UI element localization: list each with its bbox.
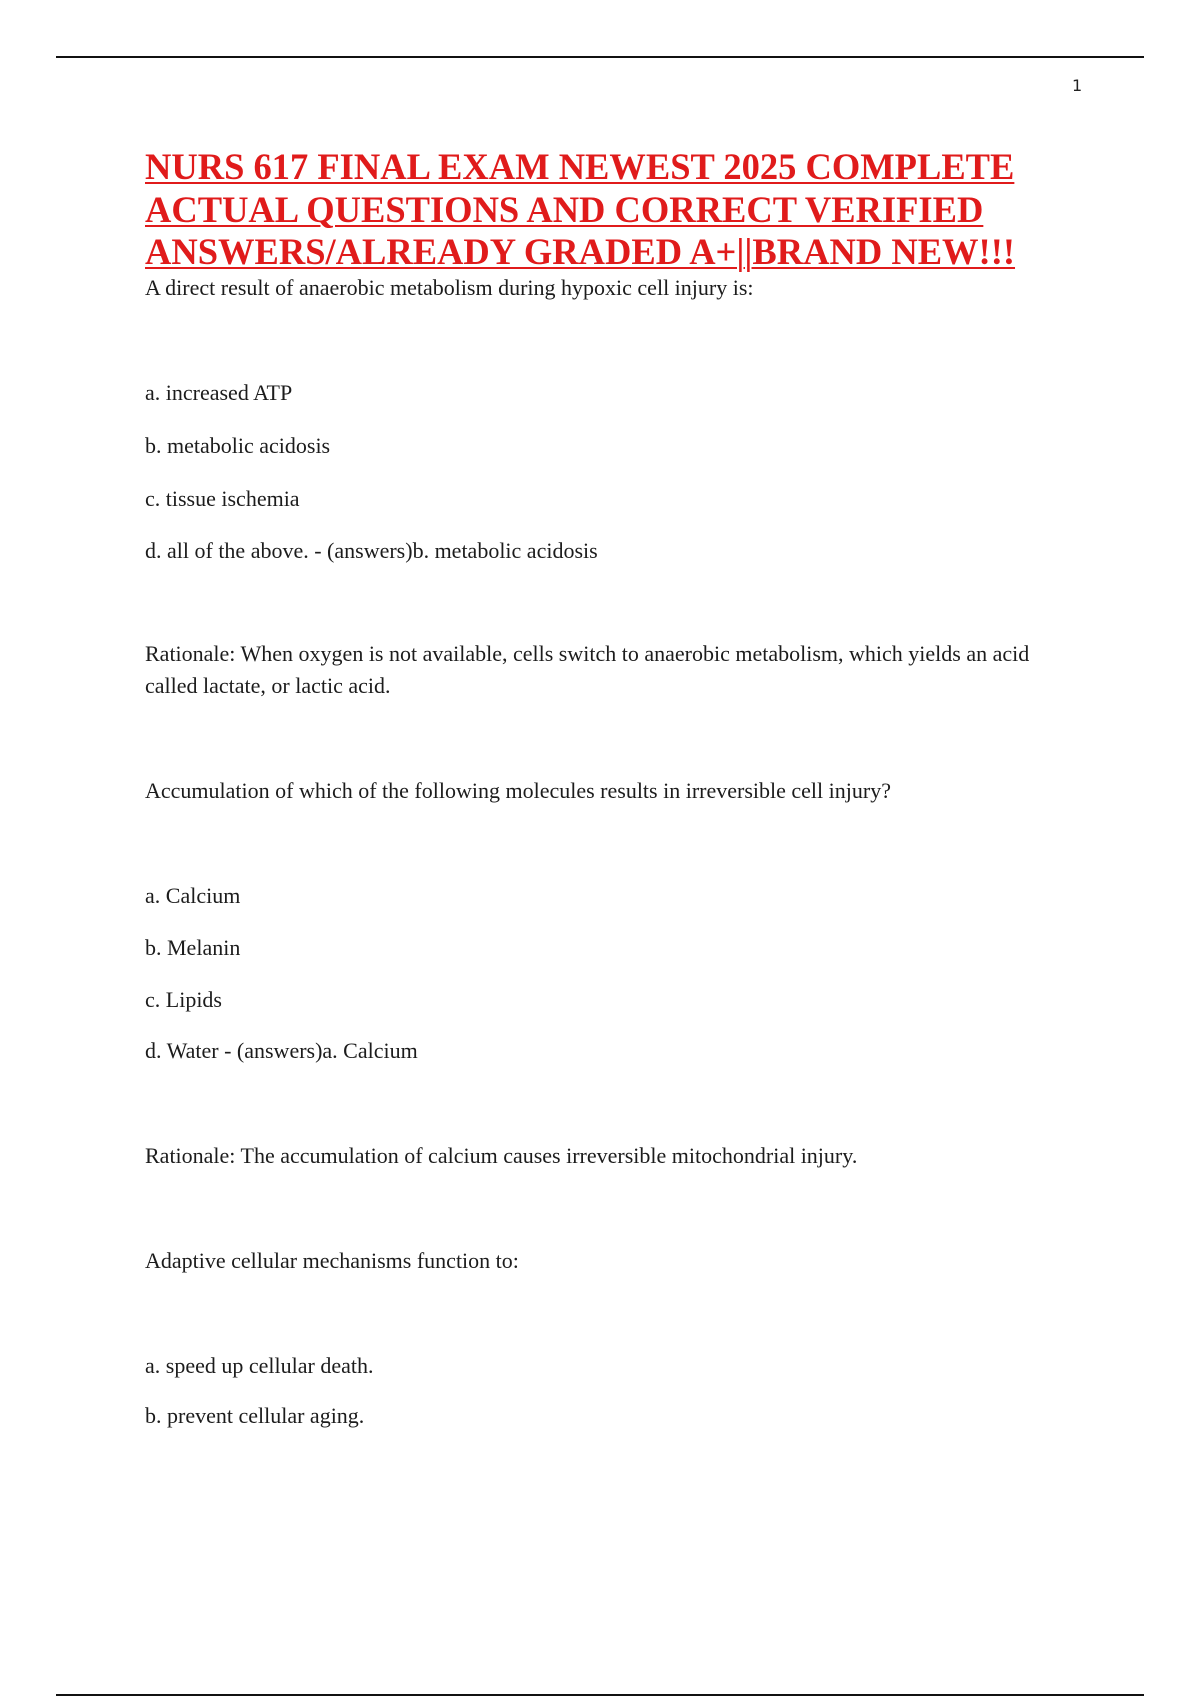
document-title: [145, 146, 1085, 274]
question-1-option-a: a. increased ATP: [145, 380, 293, 405]
question-1-rationale: Rationale: When oxygen is not available, cells switch to anaerobic metabolism, which yields an acid called lactate, or lactic acid.: [145, 641, 1030, 698]
title-line: NURS 617 FINAL EXAM NEWEST 2025 COMPLETE: [145, 146, 1015, 187]
question-1-option-d-answer: d. all of the above. - (answers)b. metabolic acidosis: [145, 538, 598, 563]
header-rule: [56, 56, 1144, 58]
question-3-option-b: b. prevent cellular aging.: [145, 1403, 365, 1428]
question-1-option-c: c. tissue ischemia: [145, 486, 300, 511]
question-2-rationale: Rationale: The accumulation of calcium causes irreversible mitochondrial injury.: [145, 1143, 858, 1168]
question-2-option-d-answer: d. Water - (answers)a. Calcium: [145, 1038, 418, 1063]
page-number: 1: [1072, 76, 1083, 95]
footer-rule: [56, 1694, 1144, 1696]
question-2-text: Accumulation of which of the following molecules results in irreversible cell injury?: [145, 778, 891, 803]
title-line: ANSWERS/ALREADY GRADED A+||BRAND NEW!!!: [145, 231, 1016, 272]
question-2-option-b: b. Melanin: [145, 935, 241, 960]
question-2-option-a: a. Calcium: [145, 883, 241, 908]
question-3-option-a: a. speed up cellular death.: [145, 1353, 374, 1378]
question-3-text: Adaptive cellular mechanisms function to:: [145, 1248, 519, 1273]
question-1-text: A direct result of anaerobic metabolism during hypoxic cell injury is:: [145, 275, 754, 300]
question-2-option-c: c. Lipids: [145, 987, 222, 1012]
question-1-option-b: b. metabolic acidosis: [145, 433, 331, 458]
title-line: ACTUAL QUESTIONS AND CORRECT VERIFIED: [145, 188, 984, 230]
